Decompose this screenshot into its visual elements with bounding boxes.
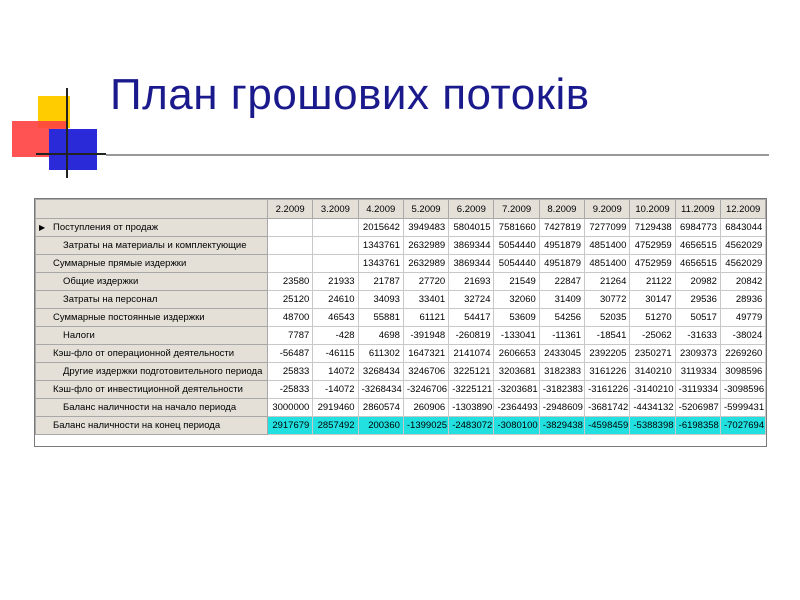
value-cell[interactable]: 33401 [403, 291, 448, 309]
value-cell[interactable]: 3246706 [403, 363, 448, 381]
value-cell[interactable]: -428 [313, 327, 358, 345]
row-label-cell[interactable] [36, 327, 268, 345]
row-label-cell[interactable] [36, 345, 268, 363]
column-header[interactable]: 3.2009 [313, 200, 358, 219]
row-label: Другие издержки подготовительного периода [63, 366, 263, 377]
row-label-cell[interactable] [36, 237, 268, 255]
value-cell[interactable]: -46115 [313, 345, 358, 363]
value-cell[interactable]: 3000000 [268, 399, 313, 417]
value-cell[interactable]: 2141074 [449, 345, 494, 363]
value-cell[interactable]: 21264 [585, 273, 630, 291]
value-cell[interactable]: 3949483 [403, 219, 448, 237]
value-cell[interactable]: 25833 [268, 363, 313, 381]
value-cell[interactable]: 4656515 [675, 237, 720, 255]
value-cell[interactable]: 1343761 [358, 237, 403, 255]
value-cell[interactable]: -56487 [268, 345, 313, 363]
value-cell[interactable] [268, 219, 313, 237]
slide-title: План грошових потоків [110, 70, 590, 119]
value-cell[interactable]: 2632989 [403, 255, 448, 273]
value-cell[interactable]: 21693 [449, 273, 494, 291]
table-header-row [36, 200, 766, 219]
value-cell[interactable]: 260906 [403, 399, 448, 417]
value-cell[interactable]: -2364493 [494, 399, 539, 417]
value-cell[interactable]: 3869344 [449, 255, 494, 273]
value-cell[interactable]: -3829438 [539, 417, 584, 435]
value-cell[interactable]: 6843044 [720, 219, 765, 237]
row-label: Налоги [63, 330, 95, 341]
value-cell[interactable]: -31633 [675, 327, 720, 345]
logo-blue-square [49, 129, 97, 170]
column-header[interactable]: 12.2009 [720, 200, 765, 219]
value-cell[interactable]: -6198358 [675, 417, 720, 435]
row-label-cell[interactable] [36, 309, 268, 327]
value-cell[interactable]: 20842 [720, 273, 765, 291]
column-header[interactable]: 11.2009 [675, 200, 720, 219]
row-label: Кэш-фло от инвестиционной деятельности [53, 384, 243, 395]
value-cell[interactable]: 4752959 [630, 255, 675, 273]
row-label-cell[interactable] [36, 273, 268, 291]
value-cell[interactable]: 2433045 [539, 345, 584, 363]
column-header[interactable]: 2.2009 [268, 200, 313, 219]
row-label: Поступления от продаж [53, 222, 159, 233]
value-cell[interactable]: 52035 [585, 309, 630, 327]
value-cell[interactable]: -4598459 [585, 417, 630, 435]
value-cell[interactable]: 21787 [358, 273, 403, 291]
value-cell[interactable]: -391948 [403, 327, 448, 345]
value-cell[interactable]: 32724 [449, 291, 494, 309]
value-cell[interactable]: -2483072 [449, 417, 494, 435]
value-cell[interactable]: 23580 [268, 273, 313, 291]
value-cell[interactable]: -25062 [630, 327, 675, 345]
value-cell[interactable] [268, 237, 313, 255]
value-cell[interactable]: -5999431 [720, 399, 765, 417]
value-cell[interactable]: 22847 [539, 273, 584, 291]
row-label-cell[interactable] [36, 291, 268, 309]
value-cell[interactable]: -3681742 [585, 399, 630, 417]
value-cell[interactable]: 4851400 [585, 237, 630, 255]
cashflow-grid[interactable] [34, 198, 767, 447]
value-cell[interactable]: -3203681 [494, 381, 539, 399]
value-cell[interactable]: 3225121 [449, 363, 494, 381]
value-cell[interactable]: 24610 [313, 291, 358, 309]
value-cell[interactable]: 31409 [539, 291, 584, 309]
value-cell[interactable]: 14072 [313, 363, 358, 381]
value-cell[interactable]: -1399025 [403, 417, 448, 435]
value-cell[interactable]: 53609 [494, 309, 539, 327]
table-row[interactable] [36, 417, 766, 435]
value-cell[interactable]: -3268434 [358, 381, 403, 399]
column-header[interactable]: 6.2009 [449, 200, 494, 219]
value-cell[interactable]: 51270 [630, 309, 675, 327]
row-label: Суммарные постоянные издержки [53, 312, 205, 323]
value-cell[interactable]: 4951879 [539, 237, 584, 255]
value-cell[interactable]: 25120 [268, 291, 313, 309]
value-cell[interactable]: 5054440 [494, 237, 539, 255]
value-cell[interactable]: -5206987 [675, 399, 720, 417]
logo-horizontal-line [36, 153, 106, 155]
value-cell[interactable]: 54256 [539, 309, 584, 327]
column-header[interactable]: 8.2009 [539, 200, 584, 219]
logo-vertical-line [66, 88, 68, 178]
value-cell[interactable]: -260819 [449, 327, 494, 345]
value-cell[interactable]: -2948609 [539, 399, 584, 417]
value-cell[interactable]: -3119334 [675, 381, 720, 399]
value-cell[interactable]: 55881 [358, 309, 403, 327]
value-cell[interactable]: 4698 [358, 327, 403, 345]
cashflow-table [35, 199, 766, 435]
value-cell[interactable] [313, 255, 358, 273]
corner-header-cell [36, 200, 268, 219]
value-cell[interactable]: 21549 [494, 273, 539, 291]
table-row[interactable] [36, 255, 766, 273]
value-cell[interactable]: 2857492 [313, 417, 358, 435]
value-cell[interactable]: 3098596 [720, 363, 765, 381]
value-cell[interactable] [268, 255, 313, 273]
value-cell[interactable]: 34093 [358, 291, 403, 309]
column-header[interactable]: 4.2009 [358, 200, 403, 219]
value-cell[interactable]: 7787 [268, 327, 313, 345]
value-cell[interactable]: -1303890 [449, 399, 494, 417]
row-label-cell[interactable] [36, 363, 268, 381]
value-cell[interactable]: -7027694 [720, 417, 765, 435]
value-cell[interactable]: -3161226 [585, 381, 630, 399]
value-cell[interactable]: 30147 [630, 291, 675, 309]
value-cell[interactable]: 2269260 [720, 345, 765, 363]
value-cell[interactable]: 7581660 [494, 219, 539, 237]
value-cell[interactable]: 2309373 [675, 345, 720, 363]
table-row[interactable] [36, 363, 766, 381]
value-cell[interactable]: 2919460 [313, 399, 358, 417]
value-cell[interactable]: 3161226 [585, 363, 630, 381]
row-label: Общие издержки [63, 276, 139, 287]
value-cell[interactable]: 3182383 [539, 363, 584, 381]
value-cell[interactable]: 5804015 [449, 219, 494, 237]
column-header[interactable]: 7.2009 [494, 200, 539, 219]
value-cell[interactable]: 200360 [358, 417, 403, 435]
value-cell[interactable]: 3140210 [630, 363, 675, 381]
value-cell[interactable]: -3225121 [449, 381, 494, 399]
value-cell[interactable]: 30772 [585, 291, 630, 309]
value-cell[interactable]: 28936 [720, 291, 765, 309]
value-cell[interactable]: -133041 [494, 327, 539, 345]
current-row-arrow-icon: ▶ [39, 223, 46, 232]
table-row[interactable] [36, 399, 766, 417]
value-cell[interactable]: 20982 [675, 273, 720, 291]
value-cell[interactable]: 2015642 [358, 219, 403, 237]
column-header[interactable]: 9.2009 [585, 200, 630, 219]
value-cell[interactable]: -25833 [268, 381, 313, 399]
value-cell[interactable]: 7129438 [630, 219, 675, 237]
value-cell[interactable]: 4752959 [630, 237, 675, 255]
value-cell[interactable]: 2632989 [403, 237, 448, 255]
value-cell[interactable]: 48700 [268, 309, 313, 327]
table-row[interactable] [36, 291, 766, 309]
value-cell[interactable]: 54417 [449, 309, 494, 327]
table-row[interactable] [36, 381, 766, 399]
value-cell[interactable]: -3098596 [720, 381, 765, 399]
value-cell[interactable]: 21933 [313, 273, 358, 291]
value-cell[interactable]: 1647321 [403, 345, 448, 363]
value-cell[interactable]: 3869344 [449, 237, 494, 255]
value-cell[interactable]: 4656515 [675, 255, 720, 273]
value-cell[interactable]: 2606653 [494, 345, 539, 363]
value-cell[interactable]: 2917679 [268, 417, 313, 435]
value-cell[interactable]: 21122 [630, 273, 675, 291]
value-cell[interactable]: -14072 [313, 381, 358, 399]
title-underline [106, 154, 769, 156]
row-label: Кэш-фло от операционной деятельности [53, 348, 235, 359]
value-cell[interactable]: 2350271 [630, 345, 675, 363]
value-cell[interactable]: 46543 [313, 309, 358, 327]
value-cell[interactable]: 4951879 [539, 255, 584, 273]
value-cell[interactable]: 4562029 [720, 237, 765, 255]
table-row[interactable] [36, 309, 766, 327]
value-cell[interactable]: 50517 [675, 309, 720, 327]
table-row[interactable] [36, 273, 766, 291]
value-cell[interactable]: 611302 [358, 345, 403, 363]
value-cell[interactable]: -11361 [539, 327, 584, 345]
value-cell[interactable]: 29536 [675, 291, 720, 309]
value-cell[interactable]: -3080100 [494, 417, 539, 435]
value-cell[interactable]: 49779 [720, 309, 765, 327]
row-label-cell[interactable] [36, 219, 268, 237]
value-cell[interactable]: 4851400 [585, 255, 630, 273]
row-label: Затраты на материалы и комплектующие [63, 240, 247, 251]
column-header[interactable]: 10.2009 [630, 200, 675, 219]
value-cell[interactable] [313, 219, 358, 237]
value-cell[interactable]: -3246706 [403, 381, 448, 399]
value-cell[interactable]: -5388398 [630, 417, 675, 435]
row-label-cell[interactable] [36, 399, 268, 417]
column-header[interactable]: 5.2009 [403, 200, 448, 219]
value-cell[interactable]: 4562029 [720, 255, 765, 273]
value-cell[interactable]: 27720 [403, 273, 448, 291]
table-row[interactable] [36, 237, 766, 255]
value-cell[interactable]: 5054440 [494, 255, 539, 273]
value-cell[interactable]: -18541 [585, 327, 630, 345]
value-cell[interactable]: 6984773 [675, 219, 720, 237]
value-cell[interactable]: 3119334 [675, 363, 720, 381]
row-label-cell[interactable] [36, 381, 268, 399]
row-label: Затраты на персонал [63, 294, 158, 305]
row-label: Баланс наличности на конец периода [53, 420, 221, 431]
value-cell[interactable]: -4434132 [630, 399, 675, 417]
table-row[interactable] [36, 219, 766, 237]
value-cell[interactable]: 61121 [403, 309, 448, 327]
value-cell[interactable]: 1343761 [358, 255, 403, 273]
row-label-cell[interactable] [36, 255, 268, 273]
row-label: Баланс наличности на начало периода [63, 402, 237, 413]
value-cell[interactable]: -3182383 [539, 381, 584, 399]
value-cell[interactable]: -3140210 [630, 381, 675, 399]
value-cell[interactable]: 2860574 [358, 399, 403, 417]
table-row[interactable] [36, 345, 766, 363]
table-row[interactable] [36, 327, 766, 345]
value-cell[interactable]: 32060 [494, 291, 539, 309]
row-label-cell[interactable] [36, 417, 268, 435]
row-label: Суммарные прямые издержки [53, 258, 187, 269]
value-cell[interactable]: 7427819 [539, 219, 584, 237]
value-cell[interactable]: 2392205 [585, 345, 630, 363]
value-cell[interactable]: 3203681 [494, 363, 539, 381]
value-cell[interactable]: 7277099 [585, 219, 630, 237]
value-cell[interactable]: 3268434 [358, 363, 403, 381]
value-cell[interactable]: -38024 [720, 327, 765, 345]
value-cell[interactable] [313, 237, 358, 255]
